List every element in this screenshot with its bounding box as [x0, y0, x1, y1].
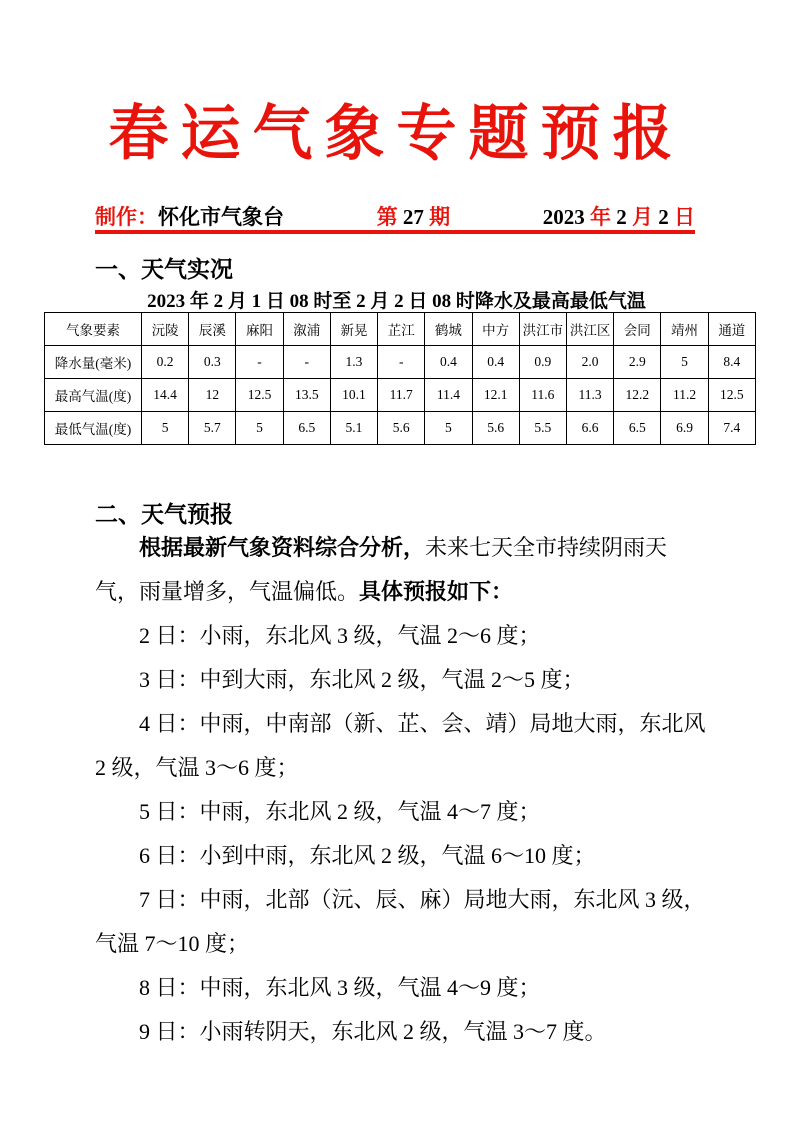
- station-header-cell: 沅陵: [142, 313, 189, 346]
- value-cell: 0.3: [189, 346, 236, 379]
- value-cell: -: [378, 346, 425, 379]
- forecast-list: [95, 614, 707, 1054]
- producer-field: [95, 201, 284, 231]
- value-cell: 5: [142, 412, 189, 445]
- issue-field: [377, 201, 451, 231]
- value-cell: 0.4: [425, 346, 472, 379]
- station-header-cell: 洪江市: [519, 313, 566, 346]
- forecast-item: 8 日：中雨，东北风 3 级，气温 4～9 度；: [139, 975, 541, 1000]
- station-header-cell: 中方: [472, 313, 519, 346]
- table-row: [45, 412, 756, 445]
- station-header-cell: 芷江: [378, 313, 425, 346]
- meta-line: [95, 201, 695, 231]
- value-cell: 13.5: [283, 379, 330, 412]
- value-cell: 5: [661, 346, 708, 379]
- value-cell: 5.1: [330, 412, 377, 445]
- weather-table-body: [45, 346, 756, 445]
- date-year-unit: 年: [584, 205, 617, 229]
- row-label-cell: 最高气温(度): [45, 379, 142, 412]
- date-day: 2: [658, 205, 669, 229]
- station-header-cell: 辰溪: [189, 313, 236, 346]
- value-cell: 14.4: [142, 379, 189, 412]
- date-month-unit: 月: [626, 205, 659, 229]
- forecast-item: 9 日：小雨转阴天，东北风 2 级，气温 3～7 度。: [139, 1019, 607, 1044]
- value-cell: 12.2: [614, 379, 661, 412]
- value-cell: 2.9: [614, 346, 661, 379]
- producer-value: 怀化市气象台: [158, 205, 284, 229]
- value-cell: 5.5: [519, 412, 566, 445]
- value-cell: 5: [425, 412, 472, 445]
- value-cell: 5.6: [378, 412, 425, 445]
- table-row: [45, 346, 756, 379]
- station-header-cell: 洪江区: [566, 313, 613, 346]
- value-cell: 7.4: [708, 412, 755, 445]
- intro-bold-lead: 根据最新气象资料综合分析，: [139, 535, 426, 560]
- value-cell: -: [236, 346, 283, 379]
- value-cell: 6.5: [283, 412, 330, 445]
- value-cell: 5.6: [472, 412, 519, 445]
- station-header-cell: 会同: [614, 313, 661, 346]
- value-cell: 10.1: [330, 379, 377, 412]
- value-cell: 12.5: [708, 379, 755, 412]
- value-cell: 12: [189, 379, 236, 412]
- row-label-cell: 最低气温(度): [45, 412, 142, 445]
- station-header-cell: 通道: [708, 313, 755, 346]
- value-cell: 11.7: [378, 379, 425, 412]
- value-cell: 12.1: [472, 379, 519, 412]
- value-cell: 0.4: [472, 346, 519, 379]
- forecast-item: 7 日：中雨，北部（沅、辰、麻）局地大雨，东北风 3 级，气温 7～10 度；: [95, 887, 706, 956]
- value-cell: 1.3: [330, 346, 377, 379]
- value-cell: 0.2: [142, 346, 189, 379]
- value-cell: -: [283, 346, 330, 379]
- value-cell: 0.9: [519, 346, 566, 379]
- weather-table: [44, 312, 756, 445]
- value-cell: 11.2: [661, 379, 708, 412]
- value-cell: 5.7: [189, 412, 236, 445]
- issue-suffix: 期: [423, 205, 451, 229]
- value-cell: 8.4: [708, 346, 755, 379]
- doc-title: 春运气象专题预报: [108, 101, 685, 167]
- intro-regular: 未来七天全市持续阴雨天气，雨量增多，气温偏低。: [95, 535, 668, 604]
- table-title: 2023 年 2 月 1 日 08 时至 2 月 2 日 08 时降水及最高最低气温: [147, 291, 646, 312]
- forecast-item: 6 日：小到中雨，东北风 2 级，气温 6～10 度；: [139, 843, 596, 868]
- issue-prefix: 第: [376, 205, 403, 229]
- station-header-cell: 靖州: [661, 313, 708, 346]
- element-header-cell: 气象要素: [45, 313, 142, 346]
- row-label-cell: 降水量(毫米): [45, 346, 142, 379]
- date-year: 2023: [542, 205, 585, 229]
- intro-bold-tail: 具体预报如下：: [359, 579, 514, 604]
- date-month: 2: [616, 205, 627, 229]
- value-cell: 5: [236, 412, 283, 445]
- forecast-item: 3 日：中到大雨，东北风 2 级，气温 2～5 度；: [139, 667, 585, 692]
- producer-label: 制作：: [95, 205, 158, 229]
- date-day-unit: 日: [668, 205, 695, 229]
- value-cell: 12.5: [236, 379, 283, 412]
- value-cell: 6.9: [661, 412, 708, 445]
- forecast-item: 2 日：小雨，东北风 3 级，气温 2～6 度；: [139, 623, 541, 648]
- value-cell: 11.6: [519, 379, 566, 412]
- table-row: [45, 379, 756, 412]
- forecast-intro: [95, 526, 707, 614]
- issue-number: 27: [402, 205, 424, 229]
- forecast-item: 5 日：中雨，东北风 2 级，气温 4～7 度；: [139, 799, 541, 824]
- date-field: [543, 201, 695, 231]
- red-divider-rule: [95, 230, 695, 234]
- value-cell: 11.3: [566, 379, 613, 412]
- weather-table-head-row: [45, 313, 756, 346]
- station-header-cell: 溆浦: [283, 313, 330, 346]
- value-cell: 6.5: [614, 412, 661, 445]
- station-header-cell: 麻阳: [236, 313, 283, 346]
- value-cell: 2.0: [566, 346, 613, 379]
- forecast-body: [95, 526, 707, 1054]
- section-heading-forecast: 二、天气预报: [95, 502, 233, 527]
- section-heading-observed: 一、天气实况: [95, 257, 233, 282]
- value-cell: 6.6: [566, 412, 613, 445]
- value-cell: 11.4: [425, 379, 472, 412]
- station-header-cell: 鹤城: [425, 313, 472, 346]
- forecast-item: 4 日：中雨，中南部（新、芷、会、靖）局地大雨，东北风 2 级，气温 3～6 度；: [95, 711, 706, 780]
- station-header-cell: 新晃: [330, 313, 377, 346]
